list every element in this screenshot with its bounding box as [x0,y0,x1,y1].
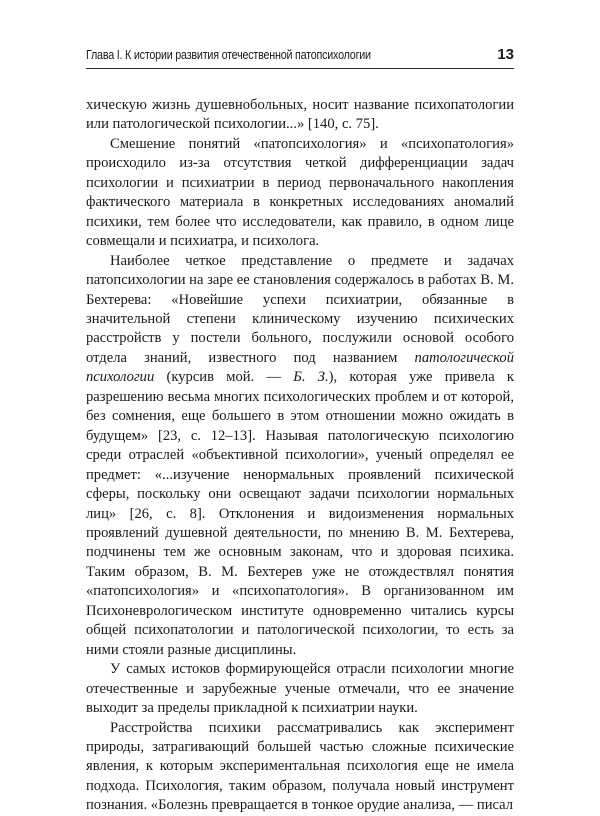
paragraph [86,660,514,718]
text-run: хическую жизнь душевнобольных, носит название психопатологии или патологической психологии...» [140, с. 75]. [86,97,514,133]
italic-text: Б. З. [293,369,329,386]
paragraph [86,252,514,661]
text-run: Расстройства психики рассматривались как эксперимент природы, затрагивающий большей частью сложные психические явления, к которым экспериментальная психология еще не имела подхода. Психология, таким образом, получала новый инструмент познания. «Болезнь превращается в тонкое орудие анализа, — писал [86,719,514,814]
text-run: ), которая уже привела к разрешению весьма многих психологических проблем и от которой, без сомнения, еще большего в этом отношении можно ожидать в будущем» [23, с. 12–13]. Называя патологическую психологию среди отраслей «объективной психологии», ученый определял ее предмет: «...изучение ненормальных проявлений психической сферы, поскольку они освещают задачи психологии нормальных лиц» [26, с. 8]. Отклонения и видоизменения нормальных проявлений душевной деятельности, по мнению В. М. Бехтерева, подчинены тем же основным законам, что и здоровая психика. Таким образом, В. М. Бехтерев уже не отождествлял понятия «патопсихология» и «психопатология». В организованном им Психоневрологическом институте одновременно читались курсы общей психопатологии и патологической психологии, то есть за ними стояли разные дисциплины. [86,369,514,658]
paragraph [86,719,514,816]
text-run: (курсив мой. — [154,369,294,386]
text-run: У самых истоков формирующейся отрасли психологии многие отечественные и зарубежные ученые отмечали, что ее значение выходит за пределы прикладной к психиатрии науки. [86,661,514,717]
body-text [86,96,514,816]
page-number: 13 [497,46,514,63]
running-header [86,46,514,69]
italic-text: патологической психологии [86,349,514,386]
paragraph [86,96,514,135]
running-title: Глава I. К истории развития отечественной патопсихологии [86,48,371,62]
text-run: Смешение понятий «патопсихология» и «психопатология» происходило из-за отсутствия четкой дифференциации задач психологии и психиатрии в период первоначального накопления фактического материала в конкретных исследованиях аномалий психики, тем более что исследователи, как правило, в одном лице совмещали и психиатра, и психолога. [86,135,514,250]
paragraph [86,135,514,252]
text-run: Наиболее четкое представление о предмете и задачах патопсихологии на заре ее становления содержалось в работах В. М. Бехтерева: «Новейшие успехи психиатрии, обязанные в значительной степени клиническому изучению психических расстройств у постели больного, послужили основой особого отдела знаний, известного под названием [86,252,514,366]
